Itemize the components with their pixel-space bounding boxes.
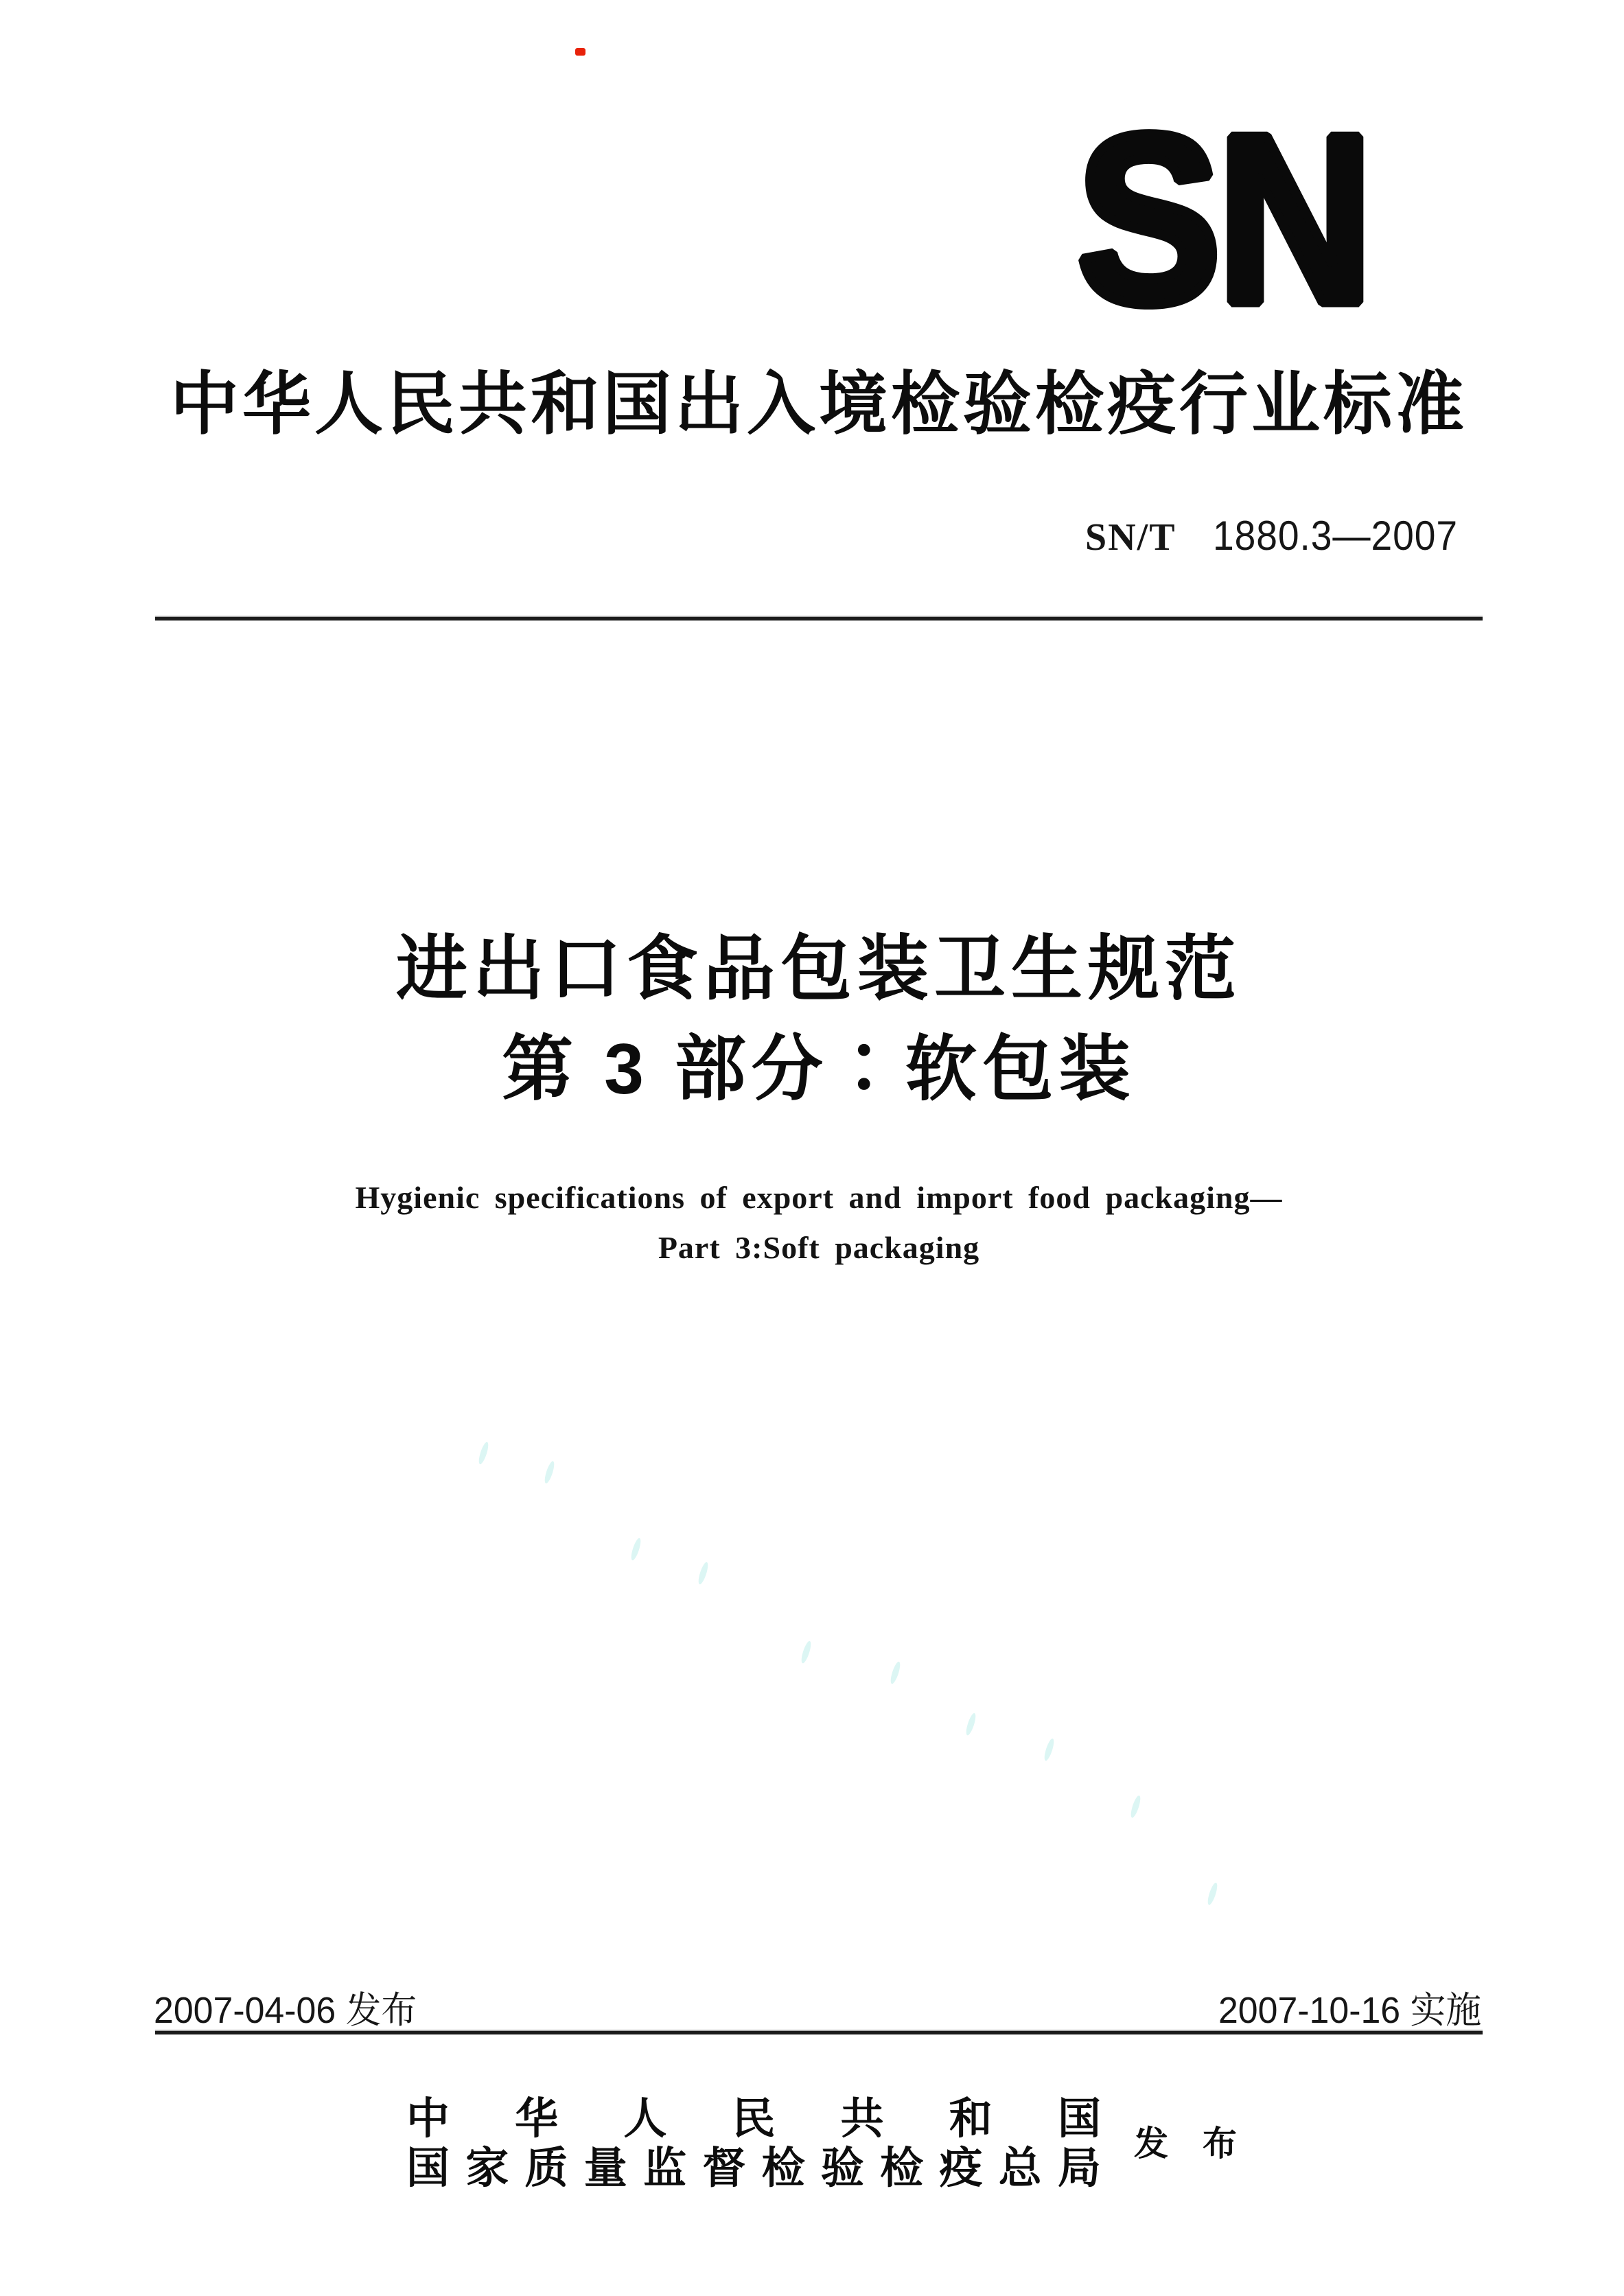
- publisher-name-line1: [406, 2095, 1101, 2143]
- publisher-name-line2: [406, 2144, 1101, 2192]
- publish-label: [1134, 2126, 1237, 2161]
- char: 检: [761, 2144, 805, 2192]
- scan-artifact: [697, 1561, 710, 1585]
- scan-artifact: [629, 1537, 642, 1561]
- char: 人: [623, 2095, 667, 2143]
- document-title-zh-line2: 第 3 部分∶软包装: [502, 1030, 1136, 1109]
- char: 国: [406, 2144, 450, 2192]
- red-dot-mark: [575, 48, 585, 56]
- scan-artifact: [543, 1460, 556, 1484]
- standard-number: [1085, 512, 1458, 559]
- char: 监: [643, 2144, 687, 2192]
- char: 国: [1057, 2095, 1101, 2143]
- char: 督: [702, 2144, 746, 2192]
- char: 发: [1134, 2124, 1168, 2163]
- bottom-divider-rule: [155, 2031, 1483, 2034]
- sn-logo-text: SN: [1076, 125, 1370, 317]
- issue-date: 2007-04-06 发布: [154, 1990, 417, 2031]
- char: 总: [998, 2144, 1042, 2192]
- scan-artifact: [964, 1712, 977, 1736]
- char: 验: [820, 2144, 864, 2192]
- char: 布: [1203, 2124, 1237, 2163]
- char: 和: [949, 2095, 993, 2143]
- char: 民: [732, 2095, 776, 2143]
- char: 量: [583, 2144, 627, 2192]
- scan-artifact: [800, 1640, 813, 1664]
- char: 华: [515, 2095, 559, 2143]
- document-title-en-line1: Hygienic specifications of export and import food packaging—: [355, 1180, 1283, 1215]
- header-standard-category-title: 中华人民共和国出入境检验检疫行业标准: [170, 366, 1468, 443]
- scan-artifact: [1206, 1881, 1219, 1905]
- char: 质: [524, 2144, 568, 2192]
- document-title-zh-line1: 进出口食品包装卫生规范: [395, 929, 1242, 1009]
- scan-artifact: [1043, 1737, 1056, 1761]
- scan-artifact: [477, 1441, 490, 1465]
- scan-artifact: [1129, 1794, 1142, 1818]
- char: 局: [1057, 2144, 1101, 2192]
- implementation-date: 2007-10-16 实施: [1218, 1990, 1481, 2031]
- date-row: [0, 1992, 1624, 2033]
- char: 疫: [939, 2144, 983, 2192]
- char: 家: [465, 2144, 509, 2192]
- sn-logo: [1068, 125, 1411, 317]
- char: 检: [880, 2144, 924, 2192]
- standard-number-digits: 1880.3—2007: [1213, 513, 1458, 559]
- char: 中: [406, 2095, 450, 2143]
- document-title-en-line2: Part 3:Soft packaging: [658, 1230, 980, 1265]
- standard-number-prefix: SN/T: [1085, 516, 1176, 559]
- top-divider-rule: [155, 617, 1483, 621]
- scan-artifact: [889, 1660, 902, 1684]
- char: 共: [840, 2095, 884, 2143]
